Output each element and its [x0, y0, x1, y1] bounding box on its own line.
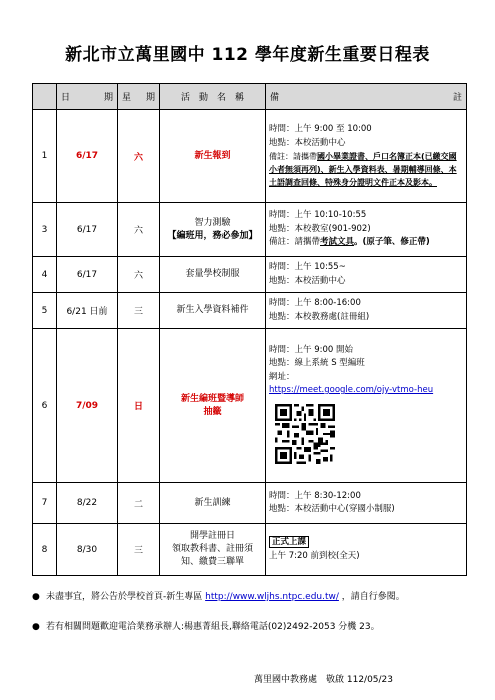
row-note: 正式上課 上午 7:20 前到校(全天): [266, 524, 467, 576]
row-note: 時間：上午 9:00 開始 地點：線上系統 S 型編班 網址： https://meet.google.com/ojy-vtmo-heu: [266, 329, 467, 483]
row-no: 6: [33, 329, 57, 483]
row-activity: 新生報到: [160, 110, 266, 203]
row-day: 三: [118, 524, 160, 576]
row-date: 6/17: [57, 257, 118, 293]
row-activity: 開學註冊日 領取教科書、註冊須 知、繳費三聯單: [160, 524, 266, 576]
schedule-table: [32, 83, 467, 576]
meet-link[interactable]: https://meet.google.com/ojy-vtmo-heu: [269, 385, 434, 395]
row-day: 二: [118, 483, 160, 524]
table-row: [33, 483, 467, 524]
header-no: [33, 84, 57, 110]
row-note: 時間：上午 8:30-12:00 地點：本校活動中心(穿國小制服): [266, 483, 467, 524]
row-no: 3: [33, 203, 57, 257]
row-no: 1: [33, 110, 57, 203]
table-row: [33, 257, 467, 293]
row-note: 時間：上午 10:10-10:55 地點：本校教室(901-902) 備註：請攜帶考試文具。(原子筆、修正帶): [266, 203, 467, 257]
header-note: 備 註: [266, 84, 467, 110]
header-activity: 活 動 名 稱: [160, 84, 266, 110]
row-note: 時間：上午 8:00-16:00 地點：本校教務處(註冊組): [266, 293, 467, 329]
footer-note-2: ● 若有相關問題歡迎電洽業務承辦人:楊惠菁組長,聯絡電話(02)2492-2053 分機 23。: [32, 622, 380, 632]
row-date: 8/22: [57, 483, 118, 524]
row-no: 8: [33, 524, 57, 576]
table-row: [33, 203, 467, 257]
row-day: 三: [118, 293, 160, 329]
row-date: 6/17: [57, 203, 118, 257]
row-activity: 新生編班暨導師 抽籤: [160, 329, 266, 483]
row-date: 8/30: [57, 524, 118, 576]
table-row: [33, 293, 467, 329]
table-header-row: [33, 84, 467, 110]
row-note: 時間：上午 9:00 至 10:00 地點：本校活動中心 備註：請攜帶國小畢業證書、戶口名簿正本(已繳交國小者無須再列)、新生入學資料表、暑期輔導回條、本土語調查回條、特殊身分證明文件正本及影本。: [266, 110, 467, 203]
row-day: 六: [118, 257, 160, 293]
row-date: 6/21 日前: [57, 293, 118, 329]
footer-note-1: ● 未盡事宜，將公告於學校首頁-新生專區 http://www.wljhs.ntpc.edu.tw/ ，請自行參閱。: [32, 592, 405, 602]
row-activity: 套量學校制服: [160, 257, 266, 293]
table-row: [33, 329, 467, 483]
row-activity: 智力測驗 【編班用，務必參加】: [160, 203, 266, 257]
row-date: 6/17: [57, 110, 118, 203]
signature-line: 萬里國中教務處 敬啟 112/05/23: [254, 675, 394, 685]
qr-code: [275, 404, 335, 464]
page-title: 新北市立萬里國中 112 學年度新生重要日程表: [65, 45, 430, 65]
row-activity: 新生訓練: [160, 483, 266, 524]
header-date: 日 期: [57, 84, 118, 110]
header-day: 星 期: [118, 84, 160, 110]
row-no: 4: [33, 257, 57, 293]
row-day: 六: [118, 110, 160, 203]
row-date: 7/09: [57, 329, 118, 483]
row-note: 時間：上午 10:55~ 地點：本校活動中心: [266, 257, 467, 293]
row-activity: 新生入學資料補件: [160, 293, 266, 329]
row-day: 六: [118, 203, 160, 257]
table-row: [33, 524, 467, 576]
school-website-link[interactable]: http://www.wljhs.ntpc.edu.tw/: [205, 592, 339, 602]
row-day: 日: [118, 329, 160, 483]
row-no: 5: [33, 293, 57, 329]
row-no: 7: [33, 483, 57, 524]
table-row: [33, 110, 467, 203]
